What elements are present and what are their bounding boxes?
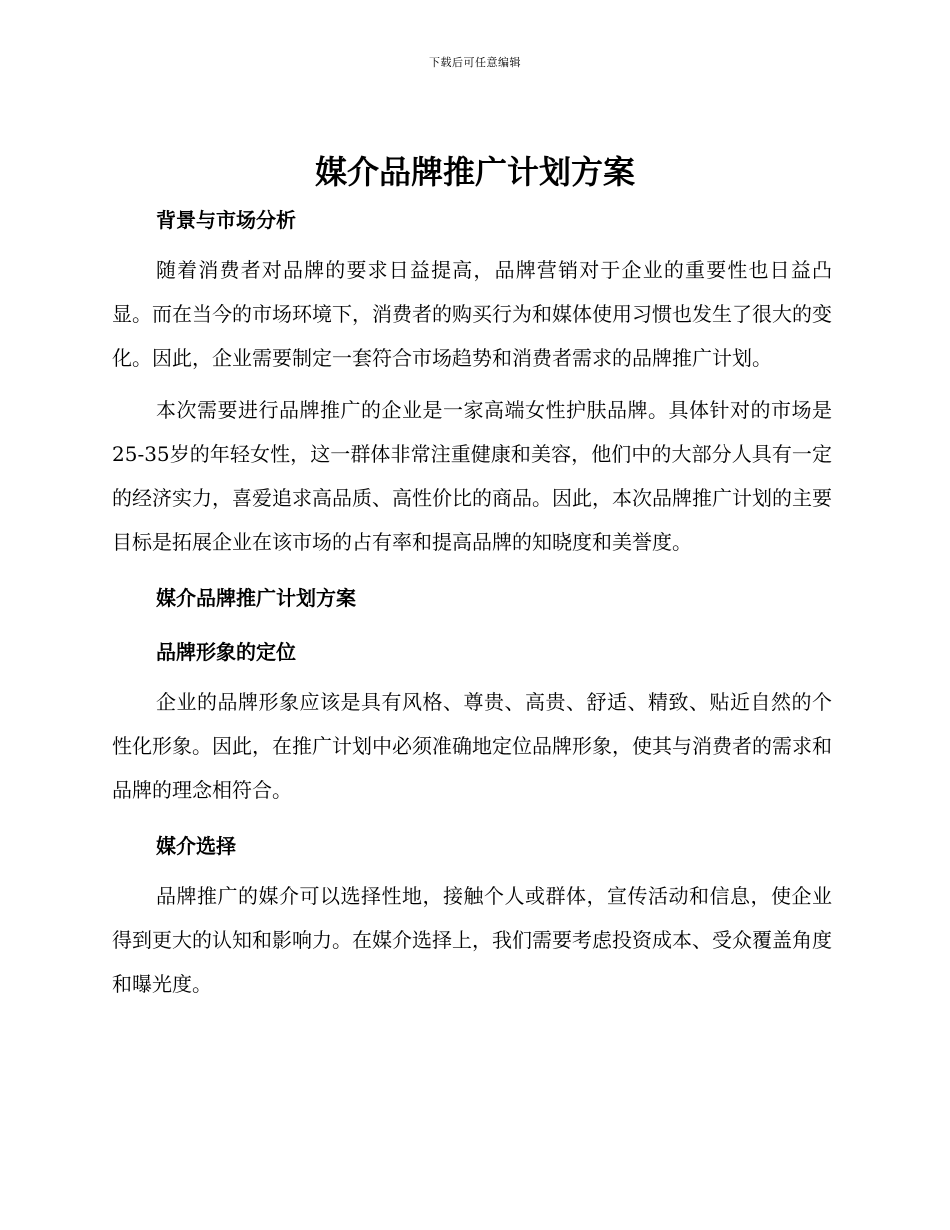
section-heading-background: 背景与市场分析 xyxy=(156,208,296,232)
document-title: 媒介品牌推广计划方案 xyxy=(314,153,635,191)
section-heading-plan: 媒介品牌推广计划方案 xyxy=(156,586,356,610)
section-heading-media: 媒介选择 xyxy=(156,834,236,858)
section-heading-positioning: 品牌形象的定位 xyxy=(156,640,296,664)
paragraph-background-2: 本次需要进行品牌推广的企业是一家高端女性护肤品牌。具体针对的市场是25-35岁的年轻女性，这一群体非常注重健康和美容，他们中的大部分人具有一定的经济实力，喜爱追求高品质、高性价比的商品。因此，本次品牌推广计划的主要目标是拓展企业在该市场的占有率和提高品牌的知晓度和美誉度。 xyxy=(112,398,832,554)
header-note: 下载后可任意编辑 xyxy=(429,56,521,69)
document-body xyxy=(112,200,832,1006)
paragraph-media-1: 品牌推广的媒介可以选择性地，接触个人或群体，宣传活动和信息，使企业得到更大的认知和影响力。在媒介选择上，我们需要考虑投资成本、受众覆盖角度和曝光度。 xyxy=(112,884,832,996)
paragraph-background-1: 随着消费者对品牌的要求日益提高，品牌营销对于企业的重要性也日益凸显。而在当今的市场环境下，消费者的购买行为和媒体使用习惯也发生了很大的变化。因此，企业需要制定一套符合市场趋势和消费者需求的品牌推广计划。 xyxy=(112,258,832,370)
paragraph-positioning-1: 企业的品牌形象应该是具有风格、尊贵、高贵、舒适、精致、贴近自然的个性化形象。因此，在推广计划中必须准确地定位品牌形象，使其与消费者的需求和品牌的理念相符合。 xyxy=(112,690,832,802)
